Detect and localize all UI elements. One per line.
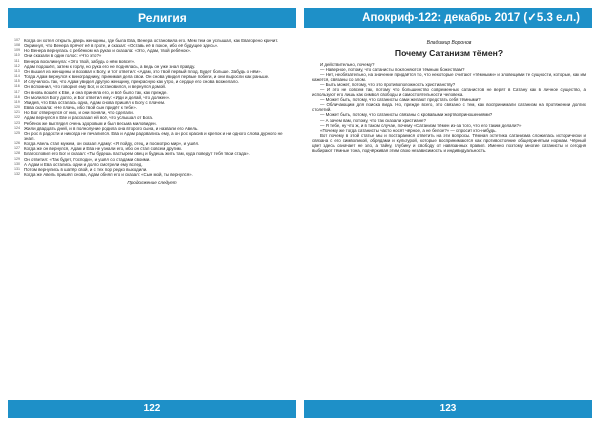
article — [312, 40, 586, 394]
verse-text: Они сказали в один голос: «Что это?» — [24, 53, 102, 59]
verse-text: Когда Авель стал мужем, он сказал Адаму: «Я пойду, отец, и посмотрю мир», и ушёл. — [24, 141, 200, 147]
verse-number: 114 — [14, 74, 20, 79]
verse-number: 127 — [14, 146, 20, 151]
verse-text: Он рос в радости и никогда не печалился. Ева и Адам радовались ему, а он рос красив и крепок и ни одного слова дурного не знал. — [24, 130, 283, 141]
verse-text: Но Бог отвернулся от них, и они поняли, что сделали. — [24, 110, 134, 116]
verse-text: Он вновь вошёл к Еве, и она приняла его, и всё было так, как прежде. — [24, 89, 168, 95]
verse-text: И случилось так, что Адам увидел другую женщину, прекрасную как утро, и сердце его снова возжелало. — [24, 79, 239, 85]
verse-number: 132 — [14, 172, 20, 177]
verse-number: 121 — [14, 110, 20, 115]
verse-text: Венера воскликнула: «Это твой, забудь о нём вовсе!». — [24, 58, 136, 64]
verse-text: Тогда Адам вернулся к винограднику, принимая дела свои. Он снова увидел первые побеги, и они выросли как раньше. — [24, 74, 270, 80]
verse-list — [14, 38, 290, 394]
verse-number: 128 — [14, 151, 20, 156]
verse-number: 109 — [14, 48, 20, 53]
article-paragraph: — Наверное, потому, что сатанисты поклоняются тёмным божествам? — [320, 67, 465, 73]
verse-text: Он вспомнил, что говорил ему Бог, и остановился, и вернулся домой. — [24, 84, 167, 90]
article-paragraph: И действительно, почему? — [320, 62, 375, 67]
verse-text: А Адам и Ева остались одни и долго смотрели ему вслед. — [24, 161, 143, 167]
verse-number: 130 — [14, 161, 20, 166]
verse-number: 129 — [14, 156, 20, 161]
verse-text: Но Венера вернулась с ребёнком на руках и сказала: «Это, Адам, твой ребёнок». — [24, 48, 192, 54]
verse-number: 107 — [14, 38, 20, 42]
verse-text: Когда он хотел открыть дверь женщины, где была Ева, Венера остановила его. Мем тем он услышал, как Евагорено кричит. — [24, 38, 279, 43]
verse-text: Он вышел из женщины и воззвал к Богу, и тот ответил: «Адам, это твой первый плод. Будет больше. Забудь о нём». — [24, 68, 262, 74]
verse-text: Адам подошёл, затем к горлу, но рука его не поднялась, а ведь он уже знал правду. — [24, 63, 196, 69]
verse-number: 112 — [14, 63, 20, 68]
verse-number: 113 — [14, 68, 20, 73]
article-body — [312, 62, 586, 153]
verse-text: Жили двадцать дней, и в полнолуние родила она второго сына, и назвали его Авель. — [24, 125, 199, 131]
verse-text: Увидев, что Ева осталась одна, Адам снова пришёл к Богу с плачем. — [24, 99, 166, 105]
article-paragraph: — Может быть, потому, что сатанисты сами желают предстать себя тёмными? — [320, 97, 481, 103]
verse-number: 123 — [14, 120, 20, 125]
right-page-number: 123 — [304, 400, 592, 418]
article-title: Почему Сатанизм тёмен? — [394, 48, 504, 58]
verse-text: Благословил его Бог и сказал: «Ты будешь пастырем овец и будешь жить там, куда поведут тебя твои стада». — [24, 151, 250, 157]
verse-text: Он молился Богу долго, и Бог ответил ему: «Иди и делай, что должен». — [24, 94, 171, 100]
verse-number: 108 — [14, 43, 20, 48]
verse-text: Ребёнок же выглядел очень здоровым и был весьма миловиден. — [24, 120, 157, 126]
verse-text: Адам вернулся к Еве и рассказал ей всё, что услышал от Бога. — [24, 115, 154, 121]
verse-number: 124 — [14, 125, 20, 130]
to-be-continued: Продолжение следует — [127, 180, 177, 186]
verse-number: 115 — [14, 79, 20, 84]
article-paragraph: — Я тебе, ну что ж, и в таком случае, почему «Сатанизм тёмен из-за того, что его таким делали?» — [320, 122, 522, 128]
article-paragraph: Вот почему в этой статье мы и постараемся ответить на эти вопросы. Тёмная эстетика сатанизма сложилась исторически и связана с его символикой, обрядами и культурой, которые воспринимаются как противостояние общепринятым нормам. Чёрный цвет здесь означает не зло, а тайну, глубину и свободу от навязанных правил. Именно поэтому многие сатанисты и сегодня выбирают тёмные тона, подчёркивая этим свою независимость и индивидуальность. — [312, 132, 586, 153]
verse-number: 126 — [14, 141, 20, 146]
verse — [14, 172, 290, 177]
verse-number: 116 — [14, 84, 20, 89]
right-page — [300, 0, 600, 424]
verse-text: Он ответил: «Так будет, Господи», и ушёл со стадами своими. — [24, 156, 151, 162]
article-author: Владимир Воронов — [426, 40, 472, 46]
verse-number: 119 — [14, 99, 20, 104]
verse-number: 117 — [14, 89, 20, 94]
verse — [14, 131, 290, 141]
right-page-header: Апокриф-122: декабрь 2017 (✓5.3 е.л.) — [304, 8, 592, 28]
article-paragraph: — Нет, необязательно, на значение придаётся то, что некоторые считают «тёмными» и зловещими те сущности, которые, как им кажется, связаны со злом. — [312, 72, 586, 83]
article-paragraph: — Быть может, потому, что это противоположность христианству? — [320, 82, 456, 88]
verse-number: 120 — [14, 105, 20, 110]
verse-text: Когда же он вернулся, Адам и Ева не узнали его, ибо он стал совсем другим. — [24, 146, 182, 152]
left-page-header: Религия — [8, 8, 296, 28]
verse-text: Евва сказала: «Не плачь, ибо твой сын придёт к тебе». — [24, 105, 137, 111]
verse-number: 125 — [14, 130, 20, 135]
left-page-number: 122 — [8, 400, 296, 418]
verse-text: Окрикнул, что Венера прячет её в гроте, и сказал: «Оставь её в покое, ибо её будущее здесь». — [24, 43, 219, 49]
verse-number: 131 — [14, 166, 20, 171]
article-paragraph: — Может быть, потому, что сатанисты связаны с кровавыми жертвоприношениями? — [320, 112, 493, 118]
verse-number: 122 — [14, 115, 20, 120]
verse-number: 110 — [14, 53, 20, 58]
verse-number: 118 — [14, 94, 20, 99]
verse-number: 111 — [14, 58, 20, 63]
article-paragraph: — И это не совсем так, потому что большинство современных сатанистов не верят в Сатану как в личное существо, а используют его лишь как символ свободы и самостоятельности человека. — [312, 87, 586, 98]
verse-text: Когда же Авель пришёл снова, Адам обнял его и сказал: «Сын мой, ты вернулся». — [24, 172, 193, 178]
verse-text: Потом вернулись в шатёр свой, и с тех пор редко выходили. — [24, 166, 148, 172]
article-paragraph: «Почему же тогда сатанисты часто носят чёрное, а не белое?» — спросит кто-нибудь. — [320, 127, 497, 133]
article-paragraph: — А зачем вам, потому, что так сказали христиане? — [320, 117, 426, 123]
article-paragraph: — Обличающим для поиска вида. Но, прежде всего, это связано с тем, как воспринимали сатанизм на протяжении долгих столетий. — [312, 102, 586, 113]
